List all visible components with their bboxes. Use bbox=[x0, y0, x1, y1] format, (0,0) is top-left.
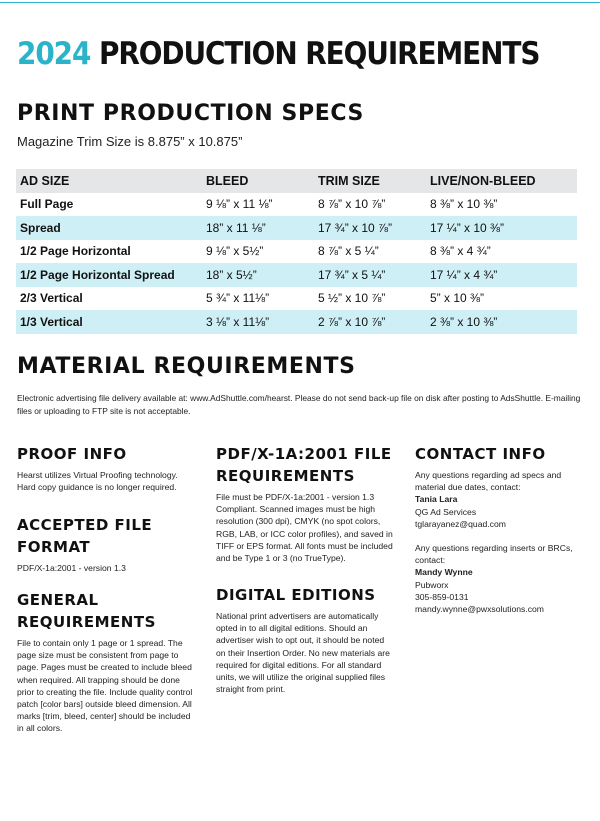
pdfx-requirements-heading: PDF/X-1A:2001 FILE REQUIREMENTS bbox=[216, 445, 392, 485]
table-row bbox=[16, 193, 577, 217]
table-cell: 18” x 5½” bbox=[202, 263, 314, 287]
contact-intro-inserts: Any questions regarding inserts or BRCs, contact: bbox=[415, 543, 573, 566]
table-cell: 9 ⅛” x 11 ⅛” bbox=[202, 193, 314, 217]
contact-name-inserts: Mandy Wynne bbox=[415, 567, 473, 578]
pdfx-requirements-section bbox=[216, 443, 396, 564]
table-cell: Full Page bbox=[16, 193, 202, 217]
column-header: AD SIZE bbox=[16, 169, 202, 193]
table-cell: 5” x 10 ⅜” bbox=[426, 287, 577, 311]
table-row bbox=[16, 287, 577, 311]
material-requirements-heading: MATERIAL REQUIREMENTS bbox=[17, 354, 356, 379]
contact-info-section bbox=[415, 443, 585, 615]
page-title bbox=[17, 36, 539, 72]
table-cell: 8 ⅜” x 4 ¾” bbox=[426, 240, 577, 264]
contact-company-inserts: Pubworx bbox=[415, 579, 449, 590]
table-cell: 2 ⅜” x 10 ⅜” bbox=[426, 310, 577, 334]
table-cell: 5 ¾” x 11⅛” bbox=[202, 287, 314, 311]
table-cell: 1/2 Page Horizontal bbox=[16, 240, 202, 264]
table-row bbox=[16, 240, 577, 264]
table-cell: 2/3 Vertical bbox=[16, 287, 202, 311]
column-header: TRIM SIZE bbox=[314, 169, 426, 193]
accepted-format-section bbox=[17, 514, 197, 574]
table-cell: 2 ⅞” x 10 ⅞” bbox=[314, 310, 426, 334]
title-year: 2024 bbox=[17, 36, 91, 72]
contact-company-ads: QG Ad Services bbox=[415, 506, 477, 517]
table-cell: 17 ¾” x 10 ⅞” bbox=[314, 216, 426, 240]
contact-phone-inserts: 305-859-0131 bbox=[415, 591, 469, 602]
general-requirements-heading: GENERAL REQUIREMENTS bbox=[17, 591, 156, 631]
table-cell: 9 ⅛” x 5½” bbox=[202, 240, 314, 264]
pdfx-requirements-text: File must be PDF/X-1a:2001 - version 1.3 Compliant. Scanned images must be high resolution (300 dpi), CMYK (no spot colors, RGB, LAB, or ICC color profiles), and saved in TIFF or EPS format. All fonts must be included and be Type 1 or 3 (no TrueType). bbox=[216, 492, 393, 564]
table-cell: 8 ⅞” x 5 ¼” bbox=[314, 240, 426, 264]
table-cell: 8 ⅜” x 10 ⅜” bbox=[426, 193, 577, 217]
contact-email-ads[interactable]: tglarayanez@quad.com bbox=[415, 518, 506, 529]
table-row bbox=[16, 310, 577, 334]
proof-info-text: Hearst utilizes Virtual Proofing technology. Hard copy guidance is no longer required. bbox=[17, 470, 178, 493]
trim-size-note: Magazine Trim Size is 8.875” x 10.875” bbox=[17, 134, 243, 149]
contact-email-inserts[interactable]: mandy.wynne@pwxsolutions.com bbox=[415, 604, 544, 615]
table-cell: 17 ¼” x 10 ⅜” bbox=[426, 216, 577, 240]
column-header: LIVE/NON-BLEED bbox=[426, 169, 577, 193]
digital-editions-text: National print advertisers are automatically opted in to all digital editions. Should an advertiser wish to opt out, it should be noted on their Insertion Order. No new materials are required for digital editions. For all standard units, we will utilize the original supplied files straight from print. bbox=[216, 611, 390, 695]
contact-name-ads: Tania Lara bbox=[415, 494, 458, 505]
digital-editions-section bbox=[216, 584, 396, 695]
table-row bbox=[16, 216, 577, 240]
print-specs-table bbox=[16, 169, 577, 334]
table-header-row bbox=[16, 169, 577, 193]
table-cell: Spread bbox=[16, 216, 202, 240]
accepted-format-heading: ACCEPTED FILE FORMAT bbox=[17, 516, 153, 556]
table-cell: 5 ½” x 10 ⅞” bbox=[314, 287, 426, 311]
contact-info-heading: CONTACT INFO bbox=[415, 445, 546, 463]
table-cell: 1/2 Page Horizontal Spread bbox=[16, 263, 202, 287]
column-header: BLEED bbox=[202, 169, 314, 193]
top-accent-rule bbox=[0, 2, 600, 3]
table-cell: 8 ⅞” x 10 ⅞” bbox=[314, 193, 426, 217]
table-cell: 3 ⅛” x 11⅛” bbox=[202, 310, 314, 334]
material-requirements-text: Electronic advertising file delivery available at: www.AdShuttle.com/hearst. Please do not send back-up file on disk after posting to AdsShuttle. E-mailing files or uploading to FTP site is not acceptable. bbox=[17, 393, 581, 416]
table-cell: 17 ¼” x 4 ¾” bbox=[426, 263, 577, 287]
table-cell: 17 ¾” x 5 ¼” bbox=[314, 263, 426, 287]
proof-info-heading: PROOF INFO bbox=[17, 445, 127, 463]
table-cell: 1/3 Vertical bbox=[16, 310, 202, 334]
accepted-format-text: PDF/X-1a:2001 - version 1.3 bbox=[17, 563, 126, 573]
table-cell: 18” x 11 ⅛” bbox=[202, 216, 314, 240]
print-specs-heading: PRINT PRODUCTION SPECS bbox=[17, 101, 364, 126]
proof-info-section bbox=[17, 443, 197, 493]
table-row bbox=[16, 263, 577, 287]
title-text: PRODUCTION REQUIREMENTS bbox=[98, 36, 540, 72]
contact-intro-ads: Any questions regarding ad specs and material due dates, contact: bbox=[415, 470, 562, 493]
digital-editions-heading: DIGITAL EDITIONS bbox=[216, 586, 376, 604]
general-requirements-text: File to contain only 1 page or 1 spread. The page size must be consistent from page to page. Pages must be created to include bleed when required. All trapping should be done prior to creating the file. Include quality control patch [color bars] outside bleed dimension. All marks [trim, bleed, center] should be included in all colors. bbox=[17, 638, 193, 734]
general-requirements-section bbox=[17, 589, 197, 735]
